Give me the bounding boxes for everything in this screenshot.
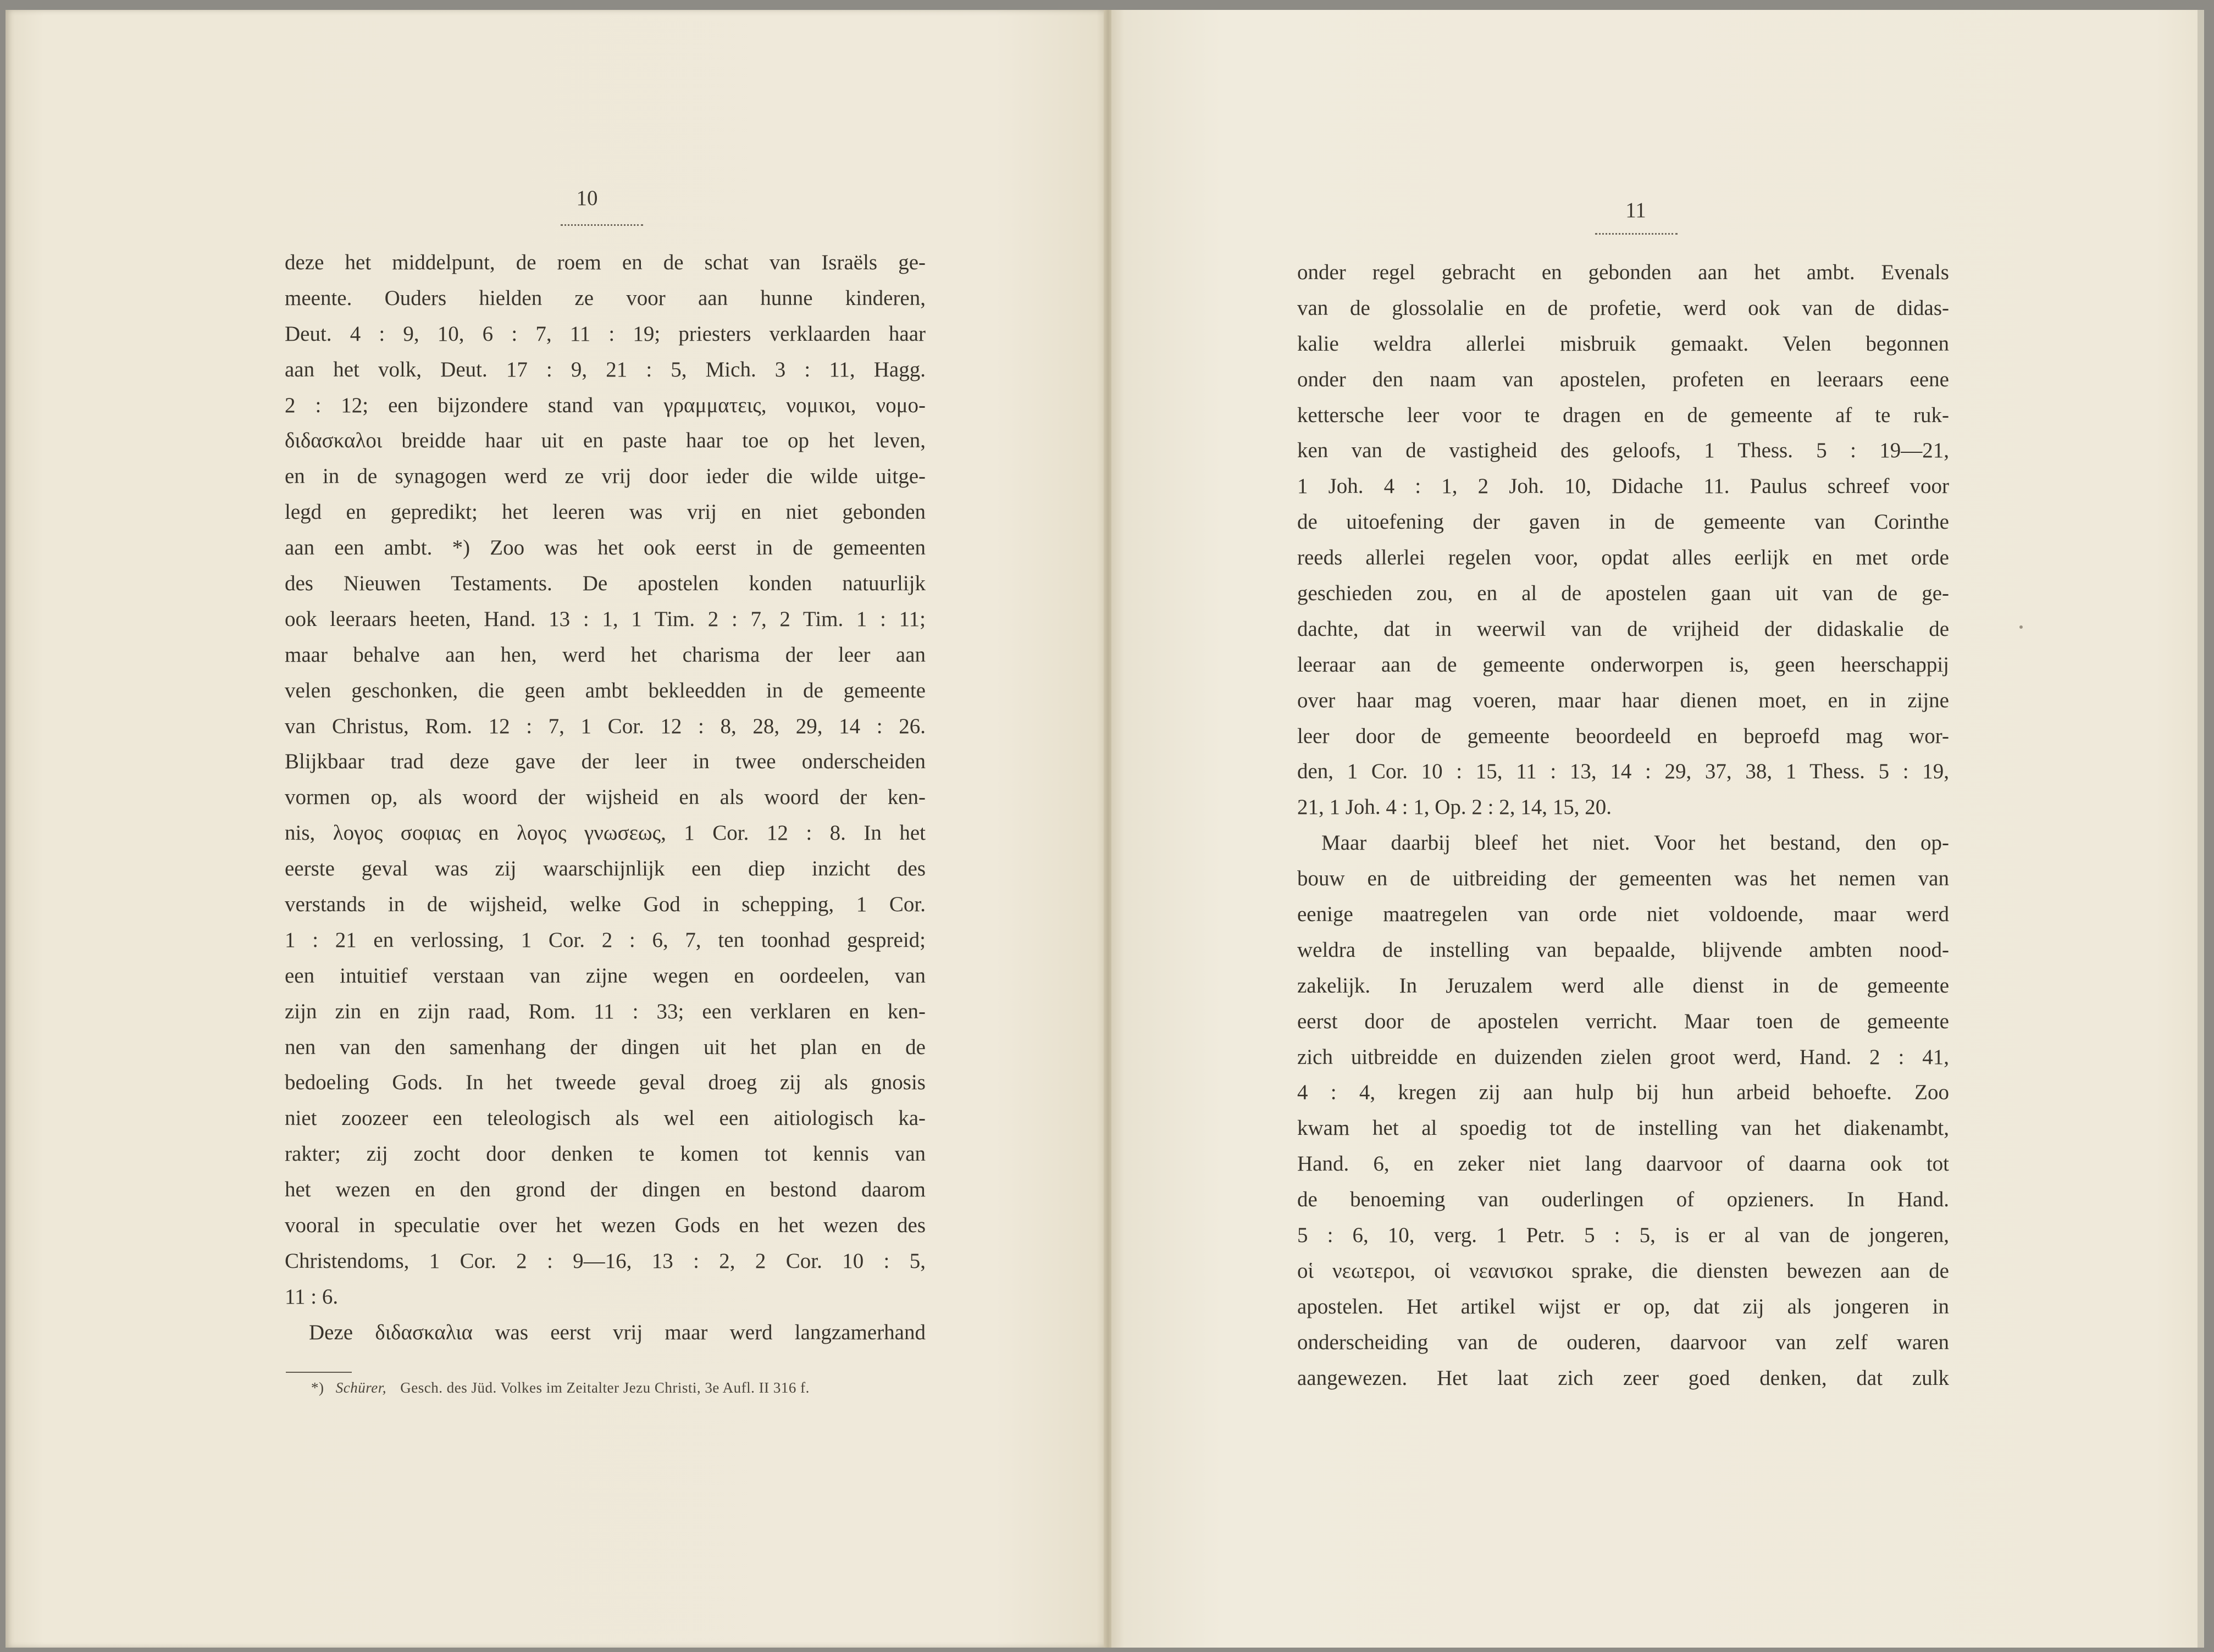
text-line: nen van den samenhang der dingen uit het plan en de xyxy=(285,1035,926,1059)
text-line: οἱ νεωτεροι, οἱ νεανισκοι sprake, die diensten bewezen aan de xyxy=(1297,1259,1949,1283)
text-line: meente. Ouders hielden ze voor aan hunne kinderen, xyxy=(285,286,926,310)
text-line: aan een ambt. *) Zoo was het ook eerst in de gemeenten xyxy=(285,536,926,560)
text-line: vormen op, als woord der wijsheid en als woord der ken- xyxy=(285,785,926,810)
page-number-ornament-left xyxy=(561,220,643,226)
text-line: legd en gepredikt; het leeren was vrij en niet gebonden xyxy=(285,500,926,524)
footnote-text: Gesch. des Jüd. Volkes im Zeitalter Jezu Christi, 3e Aufl. II 316 f. xyxy=(400,1379,810,1396)
text-line: leer door de gemeente beoordeeld en beproefd mag wor- xyxy=(1297,724,1949,748)
left-page xyxy=(5,10,1105,1648)
text-line: bouw en de uitbreiding der gemeenten was het nemen van xyxy=(1297,867,1949,891)
page-number-right: 11 xyxy=(1625,198,1646,222)
text-line: geschieden zou, en al de apostelen gaan uit van de ge- xyxy=(1297,581,1949,606)
left-page-body xyxy=(285,245,926,1351)
text-line: eerst door de apostelen verricht. Maar toen de gemeente xyxy=(1297,1009,1949,1033)
text-line: Maar daarbij bleef het niet. Voor het bestand, den op- xyxy=(1321,831,1949,855)
text-line: aan het volk, Deut. 17 : 9, 21 : 5, Mich. 3 : 11, Hagg. xyxy=(285,357,926,381)
text-line: den, 1 Cor. 10 : 15, 11 : 13, 14 : 29, 37, 38, 1 Thess. 5 : 19, xyxy=(1297,760,1949,784)
text-line: onderscheiding van de ouderen, daarvoor van zelf waren xyxy=(1297,1330,1949,1354)
text-line: reeds allerlei regelen voor, opdat alles eerlijk en met orde xyxy=(1297,546,1949,570)
text-line: rakter; zij zocht door denken te komen tot kennis van xyxy=(285,1142,926,1166)
text-line: des Nieuwen Testaments. De apostelen konden natuurlijk xyxy=(285,572,926,596)
text-line: 1 Joh. 4 : 1, 2 Joh. 10, Didache 11. Paulus schreef voor xyxy=(1297,474,1949,498)
page-number-left: 10 xyxy=(576,186,598,210)
text-line: zich uitbreidde en duizenden zielen groot werd, Hand. 2 : 41, xyxy=(1297,1045,1949,1069)
book-spread xyxy=(5,10,2204,1648)
text-line: 2 : 12; een bijzondere stand van γραμματεις, νομικοι, νομο- xyxy=(285,393,926,417)
footnote-marker: *) xyxy=(311,1379,324,1396)
footnote-author: Schürer, xyxy=(335,1379,386,1396)
footnote-rule xyxy=(286,1372,352,1373)
text-line: het wezen en den grond der dingen en bestond daarom xyxy=(285,1178,926,1202)
text-line: 21, 1 Joh. 4 : 1, Op. 2 : 2, 14, 15, 20. xyxy=(1297,795,1612,819)
paper-speck xyxy=(2019,625,2023,629)
text-line: de uitoefening der gaven in de gemeente van Corinthe xyxy=(1297,510,1949,534)
text-line: deze het middelpunt, de roem en de schat van Israëls ge- xyxy=(285,251,926,274)
text-line: over haar mag voeren, maar haar dienen moet, en in zijne xyxy=(1297,688,1949,712)
page-number-ornament-right xyxy=(1595,229,1678,235)
footnote xyxy=(311,1379,810,1396)
text-line: apostelen. Het artikel wijst er op, dat zij als jongeren in xyxy=(1297,1294,1949,1318)
text-line: een intuitief verstaan van zijne wegen en oordeelen, van xyxy=(285,963,926,988)
text-line: 5 : 6, 10, verg. 1 Petr. 5 : 5, is er al van de jongeren, xyxy=(1297,1223,1949,1248)
text-line: kwam het al spoedig tot de instelling van het diakenambt, xyxy=(1297,1116,1949,1140)
text-line: kalie weldra allerlei misbruik gemaakt. Velen begonnen xyxy=(1297,331,1949,356)
right-page-body xyxy=(1297,255,1949,1396)
text-line: van de glossolalie en de profetie, werd ook van de didas- xyxy=(1297,296,1949,320)
text-line: onder den naam van apostelen, profeten en leeraars eene xyxy=(1297,367,1949,391)
text-line: van Christus, Rom. 12 : 7, 1 Cor. 12 : 8, 28, 29, 14 : 26. xyxy=(285,714,926,738)
right-page-edge xyxy=(2198,10,2204,1648)
text-line: zijn zin en zijn raad, Rom. 11 : 33; een verklaren en ken- xyxy=(285,999,926,1023)
text-line: de benoeming van ouderlingen of opzieners. In Hand. xyxy=(1297,1188,1949,1212)
text-line: leeraar aan de gemeente onderworpen is, geen heerschappij xyxy=(1297,652,1949,677)
text-line: Blijkbaar trad deze gave der leer in twee onderscheiden xyxy=(285,750,926,774)
text-line: Deut. 4 : 9, 10, 6 : 7, 11 : 19; priesters verklaarden haar xyxy=(285,321,926,346)
text-line: ook leeraars heeten, Hand. 13 : 1, 1 Tim. 2 : 7, 2 Tim. 1 : 11; xyxy=(285,607,926,631)
text-line: aangewezen. Het laat zich zeer goed denken, dat zulk xyxy=(1297,1366,1949,1390)
text-line: maar behalve aan hen, werd het charisma der leer aan xyxy=(285,642,926,667)
text-line: Christendoms, 1 Cor. 2 : 9—16, 13 : 2, 2 Cor. 10 : 5, xyxy=(285,1249,926,1273)
text-line: ken van de vastigheid des geloofs, 1 Thess. 5 : 19—21, xyxy=(1297,439,1949,463)
text-line: en in de synagogen werd ze vrij door ieder die wilde uitge- xyxy=(285,464,926,489)
text-line: eenige maatregelen van orde niet voldoende, maar werd xyxy=(1297,902,1949,927)
text-line: bedoeling Gods. In het tweede geval droeg zij als gnosis xyxy=(285,1071,926,1095)
text-line: velen geschonken, die geen ambt bekleedden in de gemeente xyxy=(285,678,926,702)
text-line: onder regel gebracht en gebonden aan het ambt. Evenals xyxy=(1297,260,1949,284)
text-line: 4 : 4, kregen zij aan hulp bij hun arbeid behoefte. Zoo xyxy=(1297,1080,1949,1105)
text-line: 11 : 6. xyxy=(285,1284,339,1309)
text-line: weldra de instelling van bepaalde, blijvende ambten nood- xyxy=(1297,938,1949,962)
text-line: eerste geval was zij waarschijnlijk een diep inzicht des xyxy=(285,857,926,881)
text-line: verstands in de wijsheid, welke God in schepping, 1 Cor. xyxy=(285,892,926,917)
text-line: dachte, dat in weerwil van de vrijheid der didaskalie de xyxy=(1297,617,1949,641)
text-line: nis, λογος σοφιας en λογος γνωσεως, 1 Cor. 12 : 8. In het xyxy=(285,821,926,845)
text-line: διδασκαλοι breidde haar uit en paste haar toe op het leven, xyxy=(285,429,926,453)
right-page xyxy=(1111,10,2204,1648)
text-line: zakelijk. In Jeruzalem werd alle dienst in de gemeente xyxy=(1297,973,1949,997)
text-line: 1 : 21 en verlossing, 1 Cor. 2 : 6, 7, ten toonhad gespreid; xyxy=(285,928,926,952)
text-line: Deze διδασκαλια was eerst vrij maar werd langzamerhand xyxy=(309,1320,926,1344)
text-line: vooral in speculatie over het wezen Gods en het wezen des xyxy=(285,1213,926,1238)
text-line: Hand. 6, en zeker niet lang daarvoor of daarna ook tot xyxy=(1297,1152,1949,1176)
text-line: niet zoozeer een teleologisch als wel een aitiologisch ka- xyxy=(285,1106,926,1130)
text-line: kettersche leer voor te dragen en de gemeente af te ruk- xyxy=(1297,403,1949,427)
